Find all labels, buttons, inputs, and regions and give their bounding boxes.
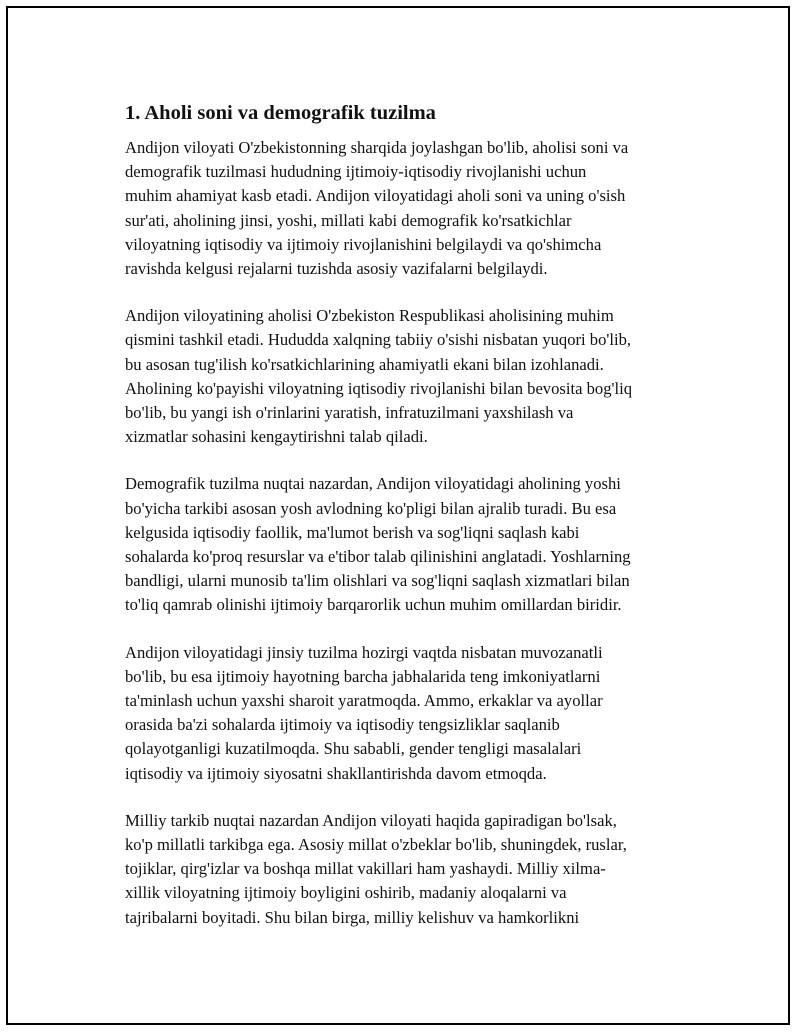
section-heading: 1. Aholi soni va demografik tuzilma (125, 102, 436, 124)
paragraph-line: ravishda kelgusi rejalarni tuzishda asosiy vazifalarni belgilaydi. (125, 259, 548, 279)
paragraph-line: ko'p millatli tarkibga ega. Asosiy millat o'zbeklar bo'lib, shuningdek, ruslar, (125, 835, 627, 855)
paragraph-line: to'liq qamrab olinishi ijtimoiy barqarorlik uchun muhim omillardan biridir. (125, 595, 622, 615)
paragraph-line: kelgusida iqtisodiy faollik, ma'lumot berish va sog'liqni saqlash kabi (125, 522, 580, 542)
paragraphs (125, 136, 701, 930)
paragraph-line: qismini tashkil etadi. Hududda xalqning tabiiy o'sishi nisbatan yuqori bo'lib, (125, 330, 632, 350)
paragraph-4 (125, 641, 701, 786)
paragraph-line: orasida ba'zi sohalarda ijtimoiy va iqtisodiy tengsizliklar saqlanib (125, 715, 560, 735)
document-body (125, 100, 701, 953)
paragraph-line: iqtisodiy va ijtimoiy siyosatni shakllantirishda davom etmoqda. (125, 763, 547, 783)
paragraph-line: tojiklar, qirg'izlar va boshqa millat vakillari ham yashaydi. Milliy xilma- (125, 859, 606, 879)
paragraph-1 (125, 136, 701, 281)
paragraph-line: bu asosan tug'ilish ko'rsatkichlarining ahamiyatli ekani bilan izohlanadi. (125, 354, 604, 374)
paragraph-5 (125, 809, 701, 930)
page-frame (6, 6, 790, 1025)
paragraph-line: Andijon viloyati O'zbekistonning sharqida joylashgan bo'lib, aholisi soni va (125, 138, 629, 157)
paragraph-line: sur'ati, aholining jinsi, yoshi, millati kabi demografik ko'rsatkichlar (125, 210, 572, 230)
paragraph-line: sohalarda ko'proq resurslar va e'tibor talab qilinishini anglatadi. Yoshlarning (125, 547, 631, 567)
paragraph-line: bo'lib, bu esa ijtimoiy hayotning barcha jabhalarida teng imkoniyatlarni (125, 666, 601, 686)
paragraph-line: viloyatning iqtisodiy va ijtimoiy rivojlanishini belgilaydi va qo'shimcha (125, 234, 602, 254)
paragraph-line: Andijon viloyatidagi jinsiy tuzilma hozirgi vaqtda nisbatan muvozanatli (125, 642, 603, 662)
paragraph-line: Aholining ko'payishi viloyatning iqtisodiy rivojlanishi bilan bevosita bog'liq (125, 378, 632, 398)
paragraph-line: Andijon viloyatining aholisi O'zbekiston Respublikasi aholisining muhim (125, 306, 614, 326)
paragraph-line: Demografik tuzilma nuqtai nazardan, Andijon viloyatidagi aholining yoshi (125, 474, 621, 494)
paragraph-line: ta'minlash uchun yaxshi sharoit yaratmoqda. Ammo, erkaklar va ayollar (125, 691, 603, 711)
paragraph-line: xizmatlar sohasini kengaytirishni talab qiladi. (125, 427, 428, 447)
paragraph-line: bo'lib, bu yangi ish o'rinlarini yaratish, infratuzilmani yaxshilash va (125, 403, 574, 423)
paragraph-line: xillik viloyatning ijtimoiy boyligini oshirib, madaniy aloqalarni va (125, 883, 567, 903)
paragraph-2 (125, 304, 701, 449)
paragraph-3 (125, 472, 701, 617)
paragraph-line: tajribalarni boyitadi. Shu bilan birga, milliy kelishuv va hamkorlikni (125, 907, 580, 927)
paragraph-line: bo'yicha tarkibi asosan yosh avlodning ko'pligi bilan ajralib turadi. Bu esa (125, 498, 617, 518)
paragraph-line: qolayotganligi kuzatilmoqda. Shu sababli, gender tengligi masalalari (125, 739, 582, 759)
paragraph-line: muhim ahamiyat kasb etadi. Andijon viloyatidagi aholi soni va uning o'sish (125, 186, 626, 206)
paragraph-line: demografik tuzilmasi hududning ijtimoiy-iqtisodiy rivojlanishi uchun (125, 162, 587, 182)
paragraph-line: bandligi, ularni munosib ta'lim olishlari va sog'liqni saqlash xizmatlari bilan (125, 571, 630, 591)
paragraph-line: Milliy tarkib nuqtai nazardan Andijon viloyati haqida gapiradigan bo'lsak, (125, 810, 617, 830)
